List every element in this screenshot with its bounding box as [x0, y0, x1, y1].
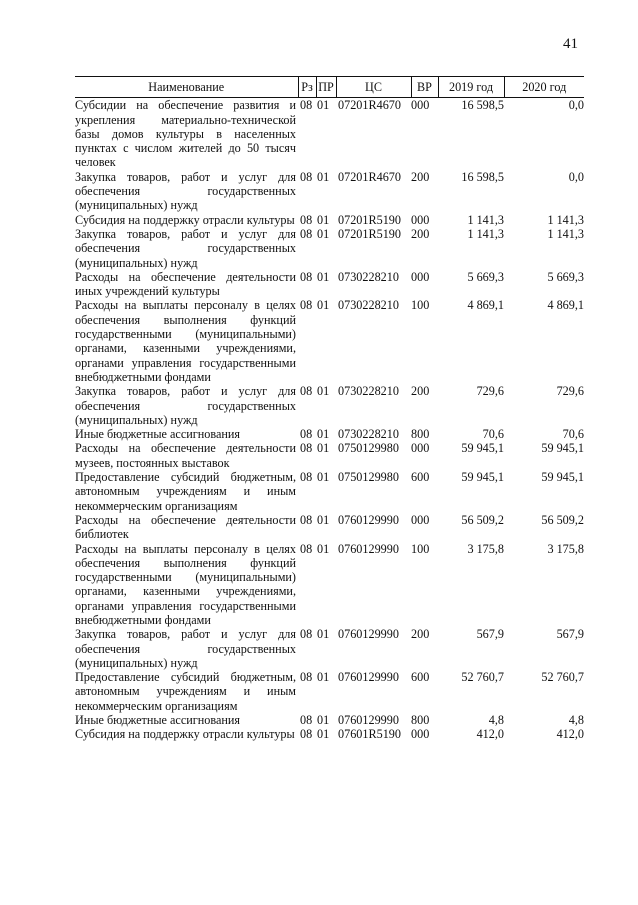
row-name: Расходы на выплаты персоналу в целях обеспечения выполнения функций государственными (муниципальными) органами, казенными учреждениями, органами управления государственными внебюджетными фондами: [75, 298, 296, 384]
table-row: [75, 384, 584, 427]
row-rz: 08: [300, 470, 313, 485]
row-rz: 08: [300, 384, 313, 399]
row-value-2020: 412,0: [556, 727, 584, 742]
header-2020: 2020 год: [504, 77, 584, 98]
row-value-2020: 59 945,1: [541, 470, 584, 485]
row-pr: 01: [317, 212, 330, 227]
row-rz: 08: [300, 670, 313, 685]
row-value-2019: 56 509,2: [461, 512, 504, 527]
table-header-row: [75, 77, 584, 98]
row-cs: 07201R5190: [338, 212, 401, 227]
row-vr: 000: [411, 98, 430, 113]
row-value-2020: 1 141,3: [547, 226, 584, 241]
table-body: [75, 98, 584, 742]
row-pr: 01: [317, 541, 330, 556]
row-rz: 08: [300, 441, 313, 456]
row-rz: 08: [300, 541, 313, 556]
row-name: Субсидия на поддержку отрасли культуры: [75, 212, 295, 227]
row-vr: 100: [411, 541, 430, 556]
row-pr: 01: [317, 427, 330, 442]
row-value-2020: 70,6: [562, 427, 584, 442]
row-value-2020: 0,0: [568, 169, 584, 184]
row-name: Предоставление субсидий бюджетным, автономным учреждениям и иным некоммерческим организациям: [75, 470, 296, 513]
header-cs: ЦС: [336, 77, 411, 98]
row-name: Расходы на обеспечение деятельности иных учреждений культуры: [75, 269, 296, 299]
row-pr: 01: [317, 269, 330, 284]
row-value-2020: 567,9: [556, 627, 584, 642]
table-row: [75, 170, 584, 213]
row-value-2019: 1 141,3: [467, 212, 504, 227]
row-cs: 0730228210: [338, 427, 399, 442]
row-value-2020: 56 509,2: [541, 512, 584, 527]
row-vr: 200: [411, 169, 430, 184]
row-pr: 01: [317, 98, 330, 113]
table-row: [75, 470, 584, 513]
row-rz: 08: [300, 212, 313, 227]
row-value-2019: 16 598,5: [461, 98, 504, 113]
table-row: [75, 727, 584, 741]
row-name: Иные бюджетные ассигнования: [75, 427, 241, 442]
table-row: [75, 213, 584, 227]
row-pr: 01: [317, 226, 330, 241]
row-value-2019: 1 141,3: [467, 226, 504, 241]
row-value-2019: 567,9: [476, 627, 504, 642]
row-name: Субсидии на обеспечение развития и укрепления материально-технической базы домов культуры в населенных пунктах с числом жителей до 50 тысяч человек: [75, 98, 296, 170]
row-vr: 000: [411, 212, 430, 227]
table-row: [75, 98, 584, 170]
row-pr: 01: [317, 298, 330, 313]
row-rz: 08: [300, 713, 313, 728]
row-value-2019: 16 598,5: [461, 169, 504, 184]
row-cs: 07201R4670: [338, 169, 401, 184]
row-vr: 200: [411, 627, 430, 642]
row-cs: 0760129990: [338, 670, 399, 685]
row-rz: 08: [300, 298, 313, 313]
row-pr: 01: [317, 670, 330, 685]
row-vr: 000: [411, 512, 430, 527]
header-name: Наименование: [75, 77, 298, 98]
header-rz: Рз: [298, 77, 316, 98]
row-value-2020: 4,8: [568, 713, 584, 728]
row-pr: 01: [317, 384, 330, 399]
row-value-2019: 4 869,1: [467, 298, 504, 313]
row-value-2019: 3 175,8: [467, 541, 504, 556]
budget-table: [75, 76, 584, 742]
table-row: [75, 627, 584, 670]
table-row: [75, 427, 584, 441]
row-value-2019: 412,0: [476, 727, 504, 742]
row-name: Расходы на выплаты персоналу в целях обеспечения выполнения функций государственными (муниципальными) органами, казенными учреждениями, органами управления государственными внебюджетными фондами: [75, 541, 296, 627]
row-vr: 800: [411, 713, 430, 728]
row-name: Закупка товаров, работ и услуг для обеспечения государственных (муниципальных) нужд: [75, 384, 296, 427]
table-row: [75, 713, 584, 727]
row-cs: 0730228210: [338, 384, 399, 399]
row-cs: 0730228210: [338, 298, 399, 313]
row-pr: 01: [317, 441, 330, 456]
row-value-2019: 52 760,7: [461, 670, 504, 685]
row-vr: 200: [411, 226, 430, 241]
row-value-2020: 52 760,7: [541, 670, 584, 685]
row-value-2019: 59 945,1: [461, 470, 504, 485]
row-cs: 0750129980: [338, 441, 399, 456]
row-value-2020: 729,6: [556, 384, 584, 399]
row-name: Предоставление субсидий бюджетным, автономным учреждениям и иным некоммерческим организациям: [75, 670, 296, 713]
row-value-2019: 4,8: [488, 713, 504, 728]
table-row: [75, 542, 584, 628]
row-rz: 08: [300, 269, 313, 284]
row-pr: 01: [317, 169, 330, 184]
row-cs: 0760129990: [338, 541, 399, 556]
row-vr: 200: [411, 384, 430, 399]
row-name: Закупка товаров, работ и услуг для обеспечения государственных (муниципальных) нужд: [75, 226, 296, 270]
row-vr: 600: [411, 470, 430, 485]
row-pr: 01: [317, 512, 330, 527]
table-row: [75, 298, 584, 384]
page-number: 41: [563, 36, 578, 52]
row-pr: 01: [317, 713, 330, 728]
row-value-2019: 70,6: [482, 427, 504, 442]
row-rz: 08: [300, 627, 313, 642]
row-vr: 100: [411, 298, 430, 313]
row-vr: 800: [411, 427, 430, 442]
row-rz: 08: [300, 98, 313, 113]
row-value-2019: 59 945,1: [461, 441, 504, 456]
row-name: Расходы на обеспечение деятельности музеев, постоянных выставок: [75, 441, 296, 470]
table-row: [75, 441, 584, 470]
row-cs: 0750129980: [338, 470, 399, 485]
table-row: [75, 227, 584, 270]
row-vr: 000: [411, 441, 430, 456]
row-value-2019: 5 669,3: [467, 269, 504, 284]
row-value-2020: 1 141,3: [547, 212, 584, 227]
row-cs: 07201R5190: [338, 226, 401, 241]
table-row: [75, 670, 584, 713]
row-name: Расходы на обеспечение деятельности библиотек: [75, 512, 296, 542]
row-rz: 08: [300, 226, 313, 241]
row-vr: 000: [411, 727, 430, 742]
table-row: [75, 270, 584, 299]
row-pr: 01: [317, 627, 330, 642]
row-pr: 01: [317, 470, 330, 485]
row-rz: 08: [300, 512, 313, 527]
row-value-2020: 59 945,1: [541, 441, 584, 456]
row-name: Иные бюджетные ассигнования: [75, 713, 241, 728]
row-value-2020: 0,0: [568, 98, 584, 113]
row-cs: 0760129990: [338, 713, 399, 728]
row-rz: 08: [300, 727, 313, 742]
row-vr: 600: [411, 670, 430, 685]
table-row: [75, 513, 584, 542]
row-vr: 000: [411, 269, 430, 284]
row-name: Закупка товаров, работ и услуг для обеспечения государственных (муниципальных) нужд: [75, 169, 296, 213]
header-vr: ВР: [411, 77, 438, 98]
row-rz: 08: [300, 427, 313, 442]
row-cs: 0760129990: [338, 627, 399, 642]
row-pr: 01: [317, 727, 330, 742]
row-value-2020: 5 669,3: [547, 269, 584, 284]
row-value-2019: 729,6: [476, 384, 504, 399]
row-name: Субсидия на поддержку отрасли культуры: [75, 727, 295, 742]
row-value-2020: 4 869,1: [547, 298, 584, 313]
row-name: Закупка товаров, работ и услуг для обеспечения государственных (муниципальных) нужд: [75, 627, 296, 670]
row-cs: 07601R5190: [338, 727, 401, 742]
row-cs: 0730228210: [338, 269, 399, 284]
row-cs: 0760129990: [338, 512, 399, 527]
row-rz: 08: [300, 169, 313, 184]
header-2019: 2019 год: [438, 77, 504, 98]
row-cs: 07201R4670: [338, 98, 401, 113]
header-pr: ПР: [316, 77, 336, 98]
row-value-2020: 3 175,8: [547, 541, 584, 556]
